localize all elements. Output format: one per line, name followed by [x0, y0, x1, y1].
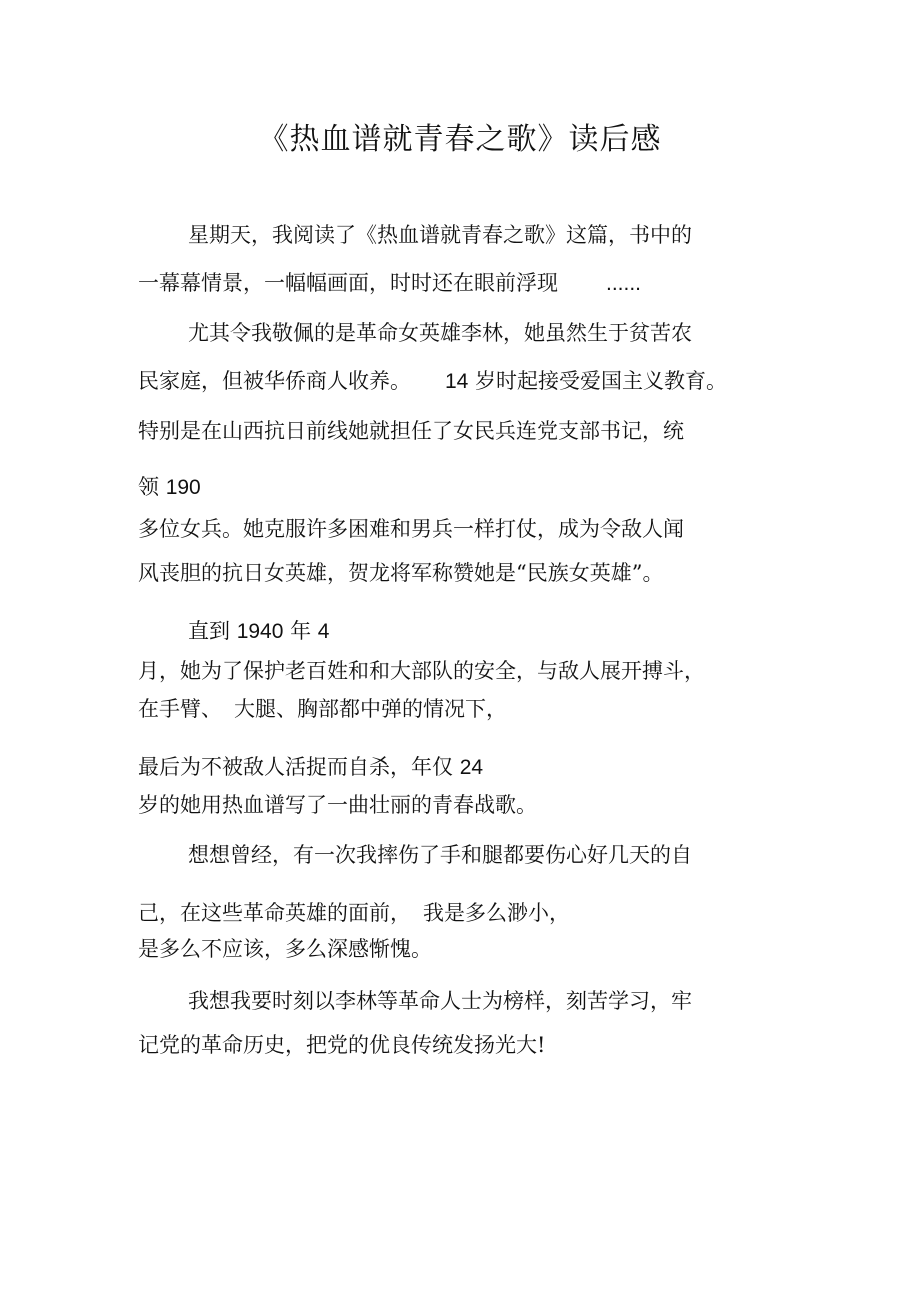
text-segment: 我想我要时刻以李林等革命人士为榜样，刻苦学习，牢 [188, 989, 692, 1013]
paragraph-5-line-2 [138, 1030, 545, 1060]
paragraph-5-line-1 [188, 986, 692, 1016]
number: 24 [459, 756, 484, 779]
paragraph-2-line-2 [138, 366, 727, 397]
paragraph-3-line-2 [138, 656, 705, 686]
paragraph-3-line-5 [138, 790, 537, 820]
paragraph-3-line-1 [188, 616, 329, 647]
text-segment: 特别是在山西抗日前线她就担任了女民兵连党支部书记，统 [138, 419, 684, 443]
number: 190 [165, 476, 201, 499]
text-segment: 一幕幕情景，一幅幅画面，时时还在眼前浮现 [138, 271, 558, 295]
text-segment: 年 [283, 619, 318, 643]
text-segment: 岁的她用热血谱写了一曲壮丽的青春战歌。 [138, 793, 537, 817]
paragraph-4-line-3 [138, 934, 432, 964]
text-segment: 大腿、胸部都中弹的情况下， [234, 697, 507, 721]
text-segment: 风丧胆的抗日女英雄，贺龙将军称赞她是“民族女英雄”。 [138, 561, 664, 585]
text-segment: 是多么不应该，多么深感惭愧。 [138, 937, 432, 961]
text-segment: 记党的革命历史，把党的优良传统发扬光大! [138, 1033, 546, 1057]
text-segment: 星期天，我阅读了《热血谱就青春之歌》这篇，书中的 [188, 223, 692, 247]
text-segment: 民家庭，但被华侨商人收养。 [138, 369, 411, 393]
number: 4 [317, 620, 330, 643]
paragraph-2-line-6 [138, 558, 663, 588]
text-segment: 多位女兵。她克服许多困难和男兵一样打仗，成为令敌人闻 [138, 517, 684, 541]
paragraph-1-line-1 [188, 220, 692, 250]
number: 1940 [236, 620, 284, 643]
paragraph-3-line-4 [138, 752, 483, 783]
paragraph-3-line-3 [138, 694, 507, 724]
text-segment: 在手臂、 [138, 697, 222, 721]
text-segment: 尤其令我敬佩的是革命女英雄李林，她虽然生于贫苦农 [188, 321, 692, 345]
text-segment: 月，她为了保护老百姓和和大部队的安全，与敌人展开搏斗， [138, 659, 705, 683]
text-segment: 领 [138, 475, 166, 499]
paragraph-2-line-5 [138, 514, 684, 544]
paragraph-2-line-4 [138, 472, 201, 503]
ellipsis: ...... [606, 272, 642, 295]
text-segment: 想想曾经，有一次我摔伤了手和腿都要伤心好几天的自 [188, 843, 692, 867]
text-segment: 最后为不被敌人活捉而自杀，年仅 [138, 755, 460, 779]
paragraph-2-line-1 [188, 318, 692, 348]
text-segment: 己，在这些革命英雄的面前， [138, 901, 411, 925]
paragraph-4-line-2 [138, 898, 570, 928]
text-segment: 我是多么渺小， [423, 901, 570, 925]
text-segment: 直到 [188, 619, 237, 643]
paragraph-2-line-3 [138, 416, 684, 446]
paragraph-4-line-1 [188, 840, 692, 870]
paragraph-1-line-2 [138, 268, 641, 299]
number: 14 [445, 370, 469, 393]
text-segment: 岁时起接受爱国主义教育。 [468, 369, 728, 393]
document-title: 《热血谱就青春之歌》读后感 [258, 122, 662, 157]
